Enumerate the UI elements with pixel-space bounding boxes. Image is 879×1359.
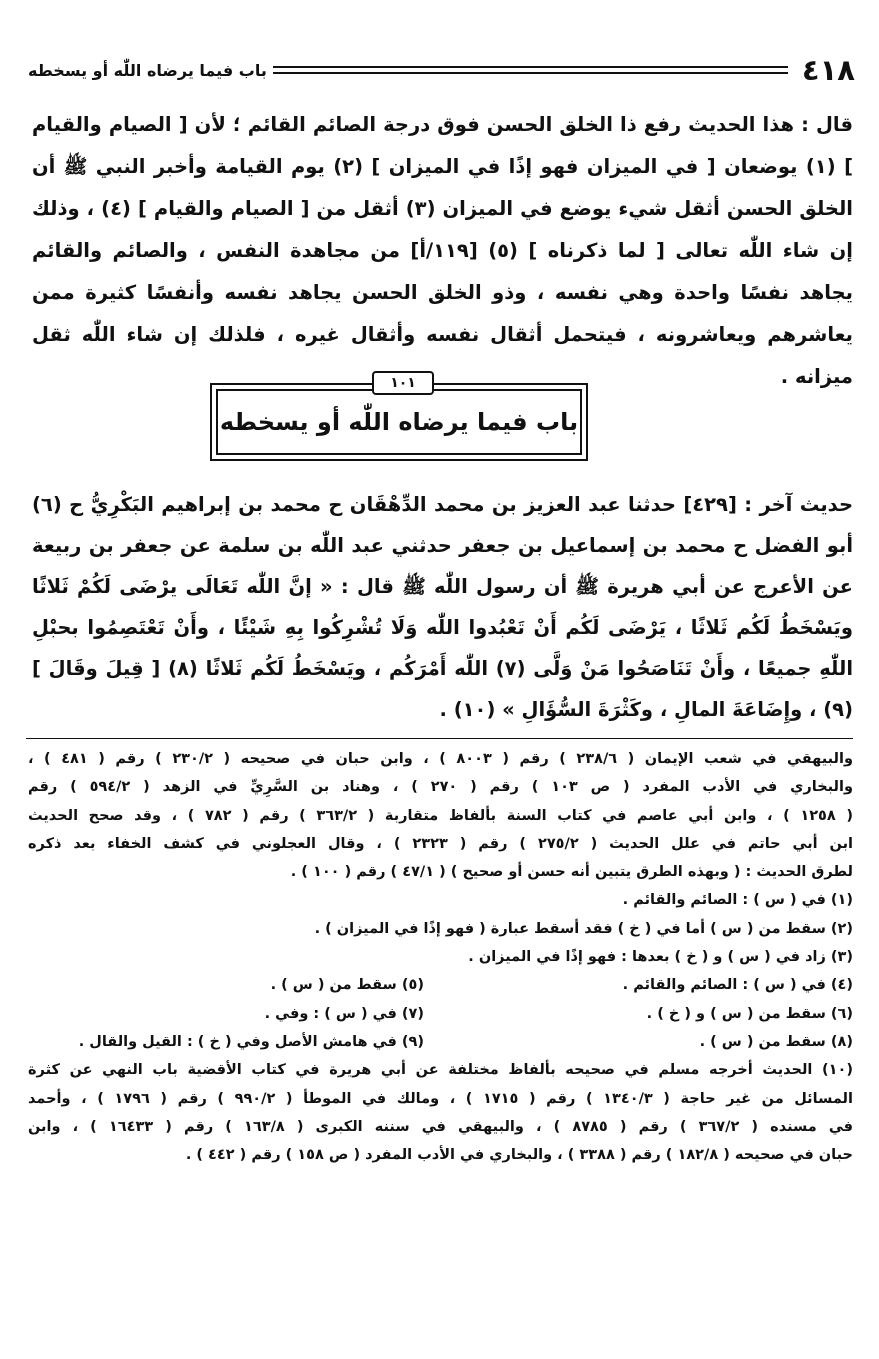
footnote-row xyxy=(28,971,853,999)
footnote-continuation-line: لطرق الحديث : ( وبهذه الطرق يتبين أنه حسن أو صحيح ) ( ٤٧/١ ) رقم ( ١٠٠ ) . xyxy=(290,864,853,881)
footnote-continuation-line: ( ١٢٥٨ ) ، وابن أبي عاصم في كتاب السنة بألفاظ متقاربة ( ٣٦٣/٢ ) رقم ( ٧٨٢ ) ، وقد صحح الحديث xyxy=(28,807,853,824)
footnote-10-line: المسائل من غير حاجة ( ١٣٤٠/٣ ) رقم ( ١٧١٥ ) ، ومالك في الموطأ ( ٩٩٠/٢ ) رقم ( ١٧٩٦ ) ، وأحمد xyxy=(28,1090,853,1107)
footnote-6: (٦) سقط من ( س ) و ( خ ) . xyxy=(646,1005,853,1022)
chapter-heading-inner-frame xyxy=(216,389,582,455)
footnote-9: (٩) في هامش الأصل وفي ( خ ) : القيل والقال . xyxy=(78,1033,424,1050)
footnote-row xyxy=(28,1028,853,1056)
footnotes xyxy=(28,745,853,1169)
page-number: ٤١٨ xyxy=(801,53,855,87)
footnote-2: (٢) سقط من ( س ) أما في ( خ ) فقد أسقط عبارة ( فهو إذًا في الميزان ) . xyxy=(314,920,853,937)
footnote-4: (٤) في ( س ) : الصائم والقائم . xyxy=(622,977,853,994)
footnote-10-line: حبان في صحيحه ( ١٨٢/٨ ) رقم ( ٣٣٨٨ ) ، والبخاري في الأدب المفرد ( ص ١٥٨ ) رقم ( ٤٤٢ ) . xyxy=(185,1147,853,1164)
header-rule xyxy=(273,66,788,74)
footnote-10-line: (١٠) الحديث أخرجه مسلم في صحيحه بألفاظ مختلفة عن أبي هريرة في كتاب الأقضية باب النهي عن كثرة xyxy=(28,1062,853,1079)
footnote-1: (١) في ( س ) : الصائم والقائم . xyxy=(622,892,853,909)
chapter-number: ١٠١ xyxy=(372,371,434,395)
footnote-5: (٥) سقط من ( س ) . xyxy=(270,977,424,994)
footnote-continuation-line: ابن أبي حاتم في علل الحديث ( ٢٧٥/٢ ) رقم ( ٢٣٢٣ ) ، وقال العجلوني في كشف الخفاء بعد ذكره xyxy=(28,835,853,852)
chapter-title: باب فيما يرضاه اللّٰه أو يسخطه xyxy=(219,408,579,436)
hadith-paragraph: حديث آخر : [٤٢٩] حدثنا عبد العزيز بن محمد الدِّهْقَان ح محمد بن إبراهيم البَكْرِيُّ ح (٦) أبو الفضل ح محمد بن إسماعيل بن جعفر حدثني عبد اللّٰه بن سلمة عن جعفر بن ربيعة عن الأعرج عن أبي هريرة ﷺ أن رسول اللّٰه ﷺ قال : « إنَّ اللّٰه تَعَالَى يرْضَى لَكُمْ ثَلاثًا ويَسْخَطُ لَكُم ثَلاثًا ، يَرْضَى لَكُم أَنْ تَعْبُدوا اللّٰه وَلَا تُشْرِكُوا بِهِ شَيْئًا ، وأَنْ تَعْتَصِمُوا بحبْلِ اللّٰهِ جميعًا ، وأَنْ تَنَاصَحُوا مَنْ وَلَّى (٧) اللّٰه أَمْرَكُم ، ويَسْخَطُ لَكُم ثَلاثًا (٨) [ قِيلَ وقَالَ ] (٩) ، وإِضَاعَةَ المالِ ، وكَثْرَةَ السُّؤَالِ » (١٠) . xyxy=(32,493,854,721)
footnote-row xyxy=(28,1000,853,1028)
footnote-7: (٧) في ( س ) : وفي . xyxy=(264,1005,424,1022)
footnote-8: (٨) سقط من ( س ) . xyxy=(699,1033,853,1050)
footnote-continuation-line: والبخاري في الأدب المفرد ( ص ١٠٣ ) رقم ( ٢٧٠ ) ، وهناد بن السَّرِيِّ في الزهد ( ٥٩٤/٢ ) رقم xyxy=(28,779,853,796)
footnote-separator xyxy=(26,738,853,739)
running-title: باب فيما يرضاه اللّٰه أو يسخطه xyxy=(28,60,267,80)
footnote-10-line: في مسنده ( ٣٦٧/٢ ) رقم ( ٨٧٨٥ ) ، والبيهقي في سننه الكبرى ( ١٦٣/٨ ) رقم ( ١٦٤٣٣ ) ، وابن xyxy=(28,1118,853,1135)
footnote-3: (٣) زاد في ( س ) و ( خ ) بعدها : فهو إذًا في الميزان . xyxy=(468,949,853,966)
running-header xyxy=(28,50,855,90)
commentary-paragraph: قال : هذا الحديث رفع ذا الخلق الحسن فوق درجة الصائم القائم ؛ لأن [ الصيام والقيام ] (١) يوضعان [ في الميزان فهو إذًا في الميزان ] (٢) يوم القيامة وأخبر النبي ﷺ أن الخلق الحسن أثقل شيء يوضع في الميزان (٣) أثقل من [ الصيام والقيام ] (٤) ، وذلك إن شاء اللّٰه تعالى [ لما ذكرناه ] (٥) [١١٩/أ] من مجاهدة النفس ، والصائم والقائم يجاهد نفسًا واحدة وهي نفسه ، وذو الخلق الحسن يجاهد نفسه وأنفسًا كثيرة ممن يعاشرهم ويعاشرونه ، فيتحمل أثقال نفسه وأثقال غيره ، فلذلك إن شاء اللّٰه ثقل ميزانه . xyxy=(32,113,853,388)
footnote-continuation-line: والبيهقي في شعب الإيمان ( ٢٣٨/٦ ) رقم ( ٨٠٠٣ ) ، وابن حبان في صحيحه ( ٢٣٠/٢ ) رقم ( ٤٨١ ) ، xyxy=(28,751,853,767)
